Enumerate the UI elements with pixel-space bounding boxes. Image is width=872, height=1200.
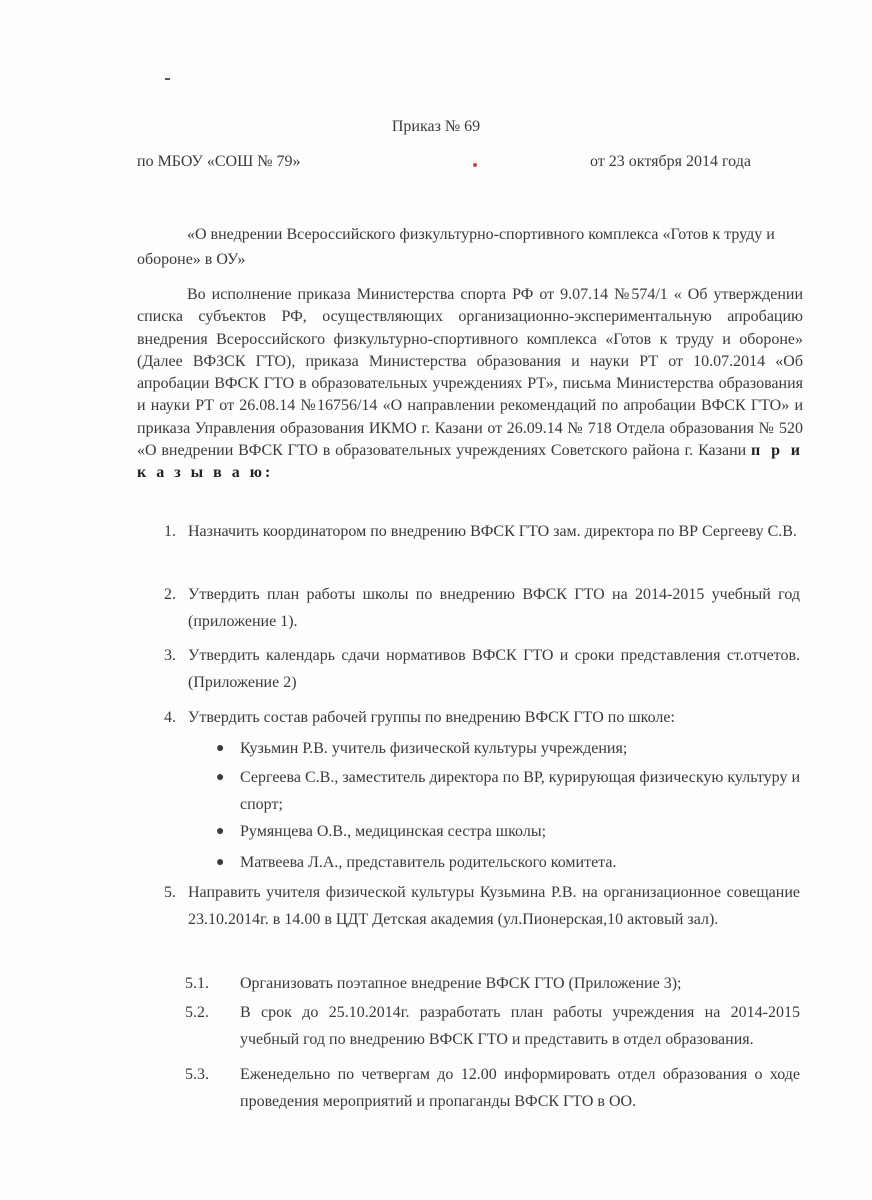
- sub-item: [185, 970, 800, 997]
- item-number: 2.: [164, 586, 176, 603]
- list-item: [164, 518, 800, 545]
- red-dot-mark: [473, 163, 477, 167]
- sub-item-number: 5.1.: [185, 975, 209, 992]
- list-item: [164, 642, 800, 696]
- bullet-item: [216, 818, 800, 845]
- item-number: 4.: [164, 709, 176, 726]
- bullet-text: Сергеева С.В., заместитель директора по ВР, курирующая физическую культуру и спорт;: [240, 769, 801, 813]
- sub-item-text: Еженедельно по четвергам до 12.00 информировать отдел образования о ходе проведения мероприятий и пропаганды ВФСК ГТО в ОО.: [240, 1066, 800, 1110]
- bullet-item: [216, 764, 801, 818]
- organization: по МБОУ «СОШ № 79»: [137, 153, 301, 170]
- bullet-icon: ●: [216, 824, 225, 839]
- scan-mark: [165, 78, 170, 80]
- bullet-text: Матвеева Л.А., представитель родительского комитета.: [240, 854, 617, 871]
- sub-item-number: 5.3.: [185, 1066, 209, 1083]
- bullet-text: Кузьмин Р.В. учитель физической культуры учреждения;: [240, 740, 628, 757]
- preamble-text: Во исполнение приказа Министерства спорта РФ от 9.07.14 №574/1 « Об утверждении списка субъектов РФ, осуществляющих организационно-экспериментальную апробацию внедрения Всероссийского физкультурно-спортивного комплекса «Готов к труду и обороне» (Далее ВФЗСК ГТО), приказа Министерства образования и науки РТ от 10.07.2014 «Об апробации ВФСК ГТО в образовательных учреждениях РТ», письма Министерства образования и науки РТ от 26.08.14 №16756/14 «О направлении рекомендаций по апробации ВФСК ГТО» и приказа Управления образования ИКМО г. Казани от 26.09.14 № 718 Отдела образования № 520 «О внедрении ВФСК ГТО в образовательных учреждениях Советского района г. Казани: [137, 286, 803, 460]
- list-item: [164, 879, 800, 933]
- item-text: Назначить координатором по внедрению ВФСК ГТО зам. директора по ВР Сергееву С.В.: [188, 523, 797, 540]
- bullet-item: [216, 849, 800, 876]
- sub-item: [185, 999, 800, 1053]
- item-number: 5.: [164, 884, 176, 901]
- bullet-icon: ●: [216, 741, 225, 756]
- sub-item-text: В срок до 25.10.2014г. разработать план работы учреждения на 2014-2015 учебный год по внедрению ВФСК ГТО и представить в отдел образования.: [240, 1004, 800, 1048]
- item-number: 3.: [164, 647, 176, 664]
- bullet-text: Румянцева О.В., медицинская сестра школы;: [240, 823, 547, 840]
- item-text: Направить учителя физической культуры Кузьмина Р.В. на организационное совещание 23.10.2014г. в 14.00 в ЦДТ Детская академия (ул.Пионерская,10 актовый зал).: [188, 884, 800, 928]
- item-text: Утвердить план работы школы по внедрению ВФСК ГТО на 2014-2015 учебный год (приложение 1).: [188, 586, 800, 630]
- document-date: от 23 октября 2014 года: [590, 153, 751, 170]
- sub-item-number: 5.2.: [185, 1004, 209, 1021]
- list-item: [164, 581, 800, 635]
- order-word: п р и к а з ы в а ю:: [137, 442, 804, 482]
- bullet-icon: ●: [216, 770, 225, 785]
- item-text: Утвердить календарь сдачи нормативов ВФСК ГТО и сроки представления ст.отчетов. (Приложение 2): [188, 647, 800, 691]
- bullet-icon: ●: [216, 855, 225, 870]
- document-title: Приказ № 69: [391, 118, 481, 135]
- preamble: [137, 284, 803, 485]
- document-subject: «О внедрении Всероссийского физкультурно-спортивного комплекса «Готов к труду и обороне» в ОУ»: [137, 226, 775, 268]
- sub-item-text: Организовать поэтапное внедрение ВФСК ГТО (Приложение 3);: [240, 975, 682, 992]
- list-item: [164, 704, 800, 731]
- item-text: Утвердить состав рабочей группы по внедрению ВФСК ГТО по школе:: [188, 709, 675, 726]
- sub-item: [185, 1061, 800, 1115]
- item-number: 1.: [164, 523, 176, 540]
- bullet-item: [216, 735, 800, 762]
